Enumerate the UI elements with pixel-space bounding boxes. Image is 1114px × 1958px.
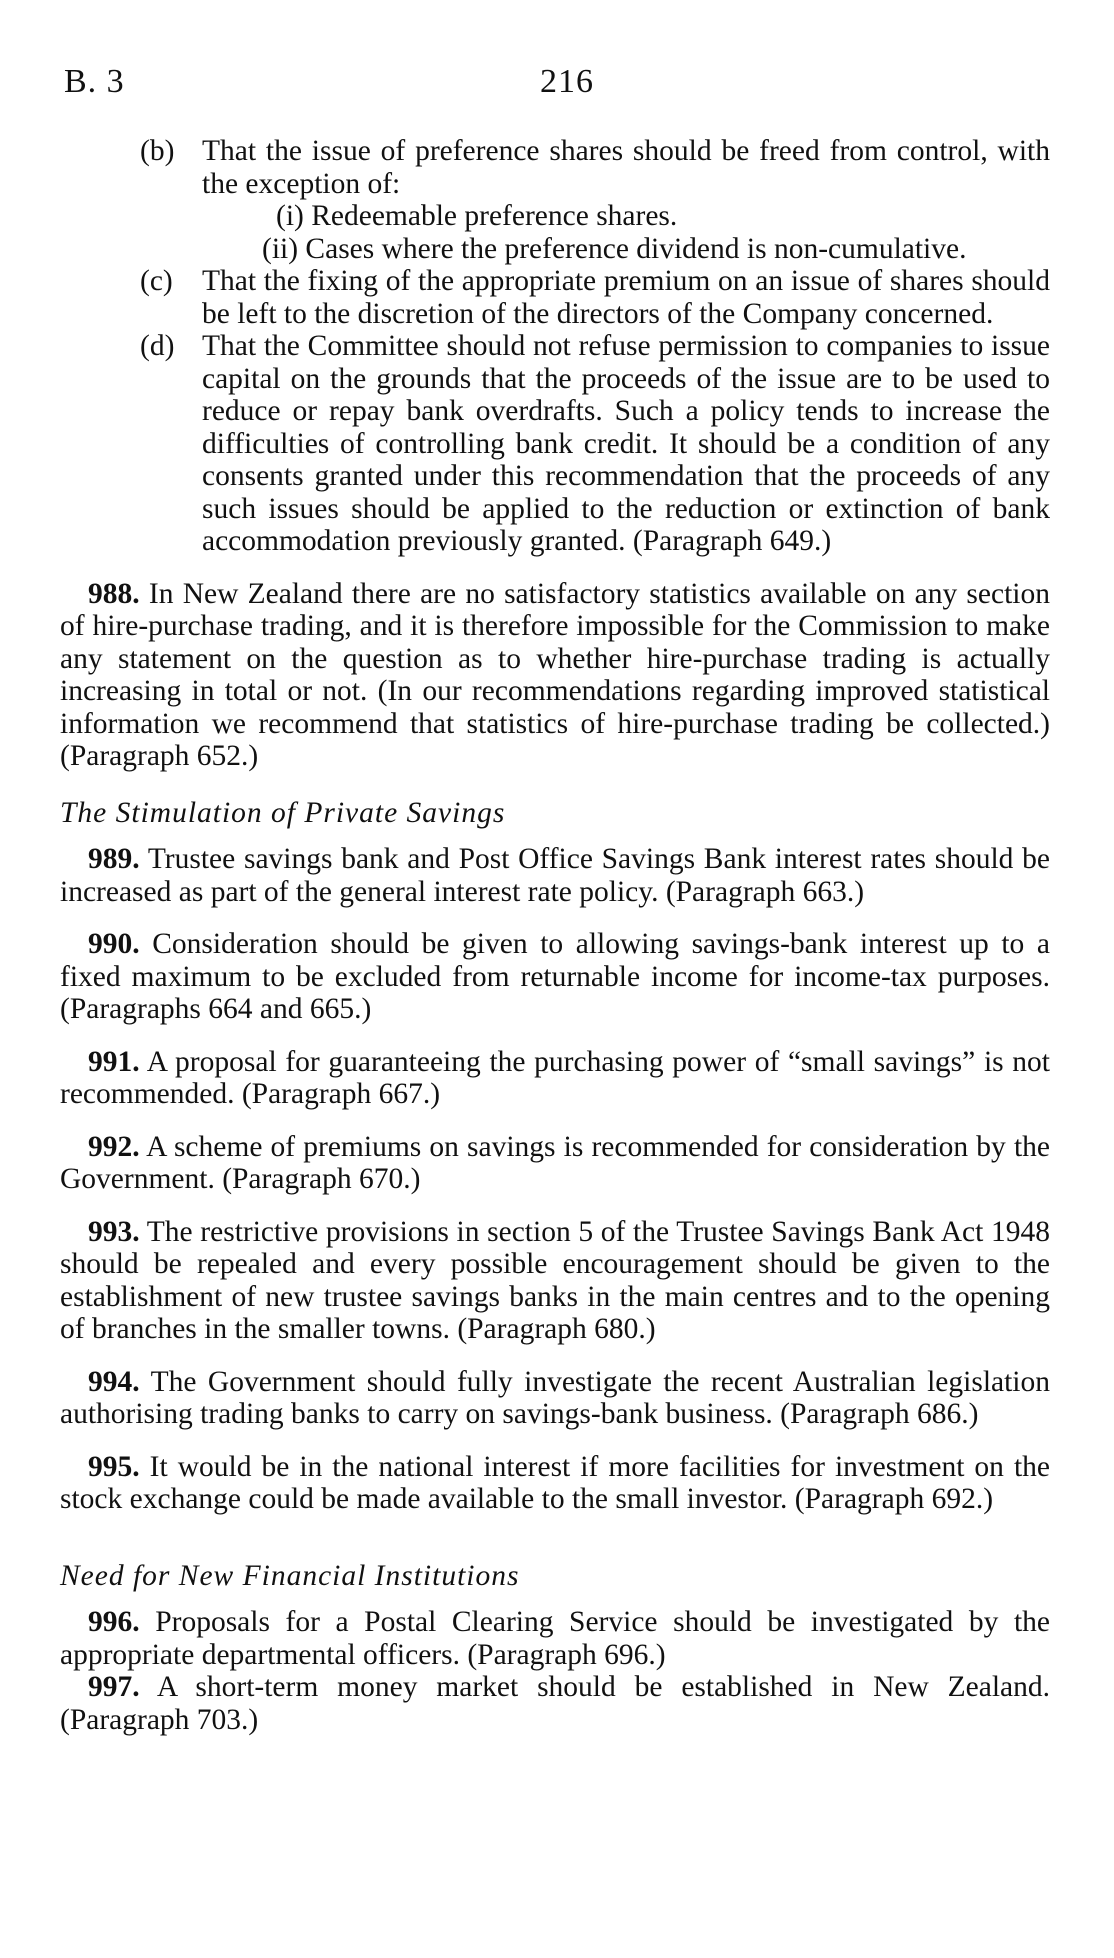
paragraph-text: Proposals for a Postal Clearing Service should be investigated by the appropriate departmental officers. (Paragraph 696.): [60, 1606, 1051, 1671]
list-item-c: [60, 265, 1050, 330]
paragraph-991: [60, 1046, 1050, 1111]
paragraph-number: 997.: [88, 1671, 140, 1703]
paragraph-number: 988.: [88, 577, 140, 610]
paragraph-number: 990.: [88, 928, 140, 960]
paragraph-989: [60, 843, 1050, 908]
sub-item-label: (ii): [262, 232, 299, 265]
paragraph-number: 991.: [88, 1045, 140, 1078]
list-item-label: (d): [140, 330, 175, 362]
list-item-text: That the fixing of the appropriate premium on an issue of shares should be left to the discretion of the directors of the Company concerned.: [202, 265, 1050, 330]
paragraph-text: Consideration should be given to allowing savings-bank interest up to a fixed maximum to be excluded from returnable income for income-tax purposes. (Paragraphs 664 and 665.): [60, 928, 1050, 1025]
list-item-b: [60, 135, 1050, 200]
paragraph-text: The restrictive provisions in section 5 of the Trustee Savings Bank Act 1948 should be repealed and every possible encouragement should be given to the establishment of new trustee savings banks in the main centres and to the opening of branches in the smaller towns. (Paragraph 680.): [60, 1215, 1050, 1345]
paragraph-990: [60, 928, 1050, 1026]
paragraph-text: A scheme of premiums on savings is recommended for consideration by the Government. (Paragraph 670.): [60, 1130, 1050, 1195]
sub-item-text: Redeemable preference shares.: [311, 200, 678, 232]
paragraph-text: It would be in the national interest if more facilities for investment on the stock exchange could be made available to the small investor. (Paragraph 692.): [60, 1450, 1051, 1515]
paragraph-number: 996.: [88, 1606, 140, 1638]
list-item-label: (c): [140, 265, 173, 297]
paragraph-997: [60, 1671, 1050, 1736]
section-heading-institutions: Need for New Financial Institutions: [60, 1559, 520, 1592]
document-reference: B. 3: [64, 63, 125, 100]
paragraph-992: [60, 1131, 1050, 1196]
paragraph-number: 993.: [88, 1215, 140, 1248]
paragraph-996: [60, 1606, 1050, 1671]
paragraph-995: [60, 1451, 1050, 1516]
paragraph-text: The Government should fully investigate the recent Australian legislation authorising trading banks to carry on savings-bank business. (Paragraph 686.): [60, 1365, 1051, 1430]
list-item-label: (b): [140, 135, 175, 167]
paragraph-988: [60, 578, 1050, 773]
document-body: [60, 135, 1050, 1736]
sub-item-ii: [60, 233, 1050, 266]
paragraph-number: 994.: [88, 1365, 140, 1398]
section-heading-savings: The Stimulation of Private Savings: [60, 796, 506, 829]
paragraph-text: In New Zealand there are no satisfactory statistics available on any section of hire-purchase trading, and it is therefore impossible for the Commission to make any statement on the question as to whether hire-purchase trading is actually increasing in total or not. (In our recommendations regarding improved statistical information we recommend that statistics of hire-purchase trading be collected.) (Paragraph 652.): [60, 577, 1050, 772]
paragraph-number: 995.: [88, 1450, 140, 1483]
list-item-text: That the Committee should not refuse permission to companies to issue capital on the grounds that the proceeds of the issue are to be used to reduce or repay bank overdrafts. Such a policy tends to increase the difficulties of controlling bank credit. It should be a condition of any consents granted under this recommendation that the proceeds of any such issues should be applied to the reduction or extinction of bank accommodation previously granted. (Paragraph 649.): [202, 330, 1050, 557]
paragraph-994: [60, 1366, 1050, 1431]
paragraph-993: [60, 1216, 1050, 1346]
list-item-d: [60, 330, 1050, 558]
paragraph-number: 989.: [88, 843, 140, 875]
sub-item-i: [60, 200, 1050, 233]
paragraph-text: Trustee savings bank and Post Office Savings Bank interest rates should be increased as part of the general interest rate policy. (Paragraph 663.): [60, 843, 1051, 908]
paragraph-number: 992.: [88, 1130, 140, 1163]
page-number: 216: [540, 63, 594, 100]
sub-item-text: Cases where the preference dividend is non-cumulative.: [305, 232, 967, 265]
sub-item-label: (i): [276, 200, 304, 232]
list-item-text: That the issue of preference shares should be freed from control, with the exception of:: [202, 135, 1050, 200]
paragraph-text: A short-term money market should be established in New Zealand. (Paragraph 703.): [60, 1671, 1051, 1736]
paragraph-text: A proposal for guaranteeing the purchasing power of “small savings” is not recommended. (Paragraph 667.): [60, 1045, 1050, 1110]
